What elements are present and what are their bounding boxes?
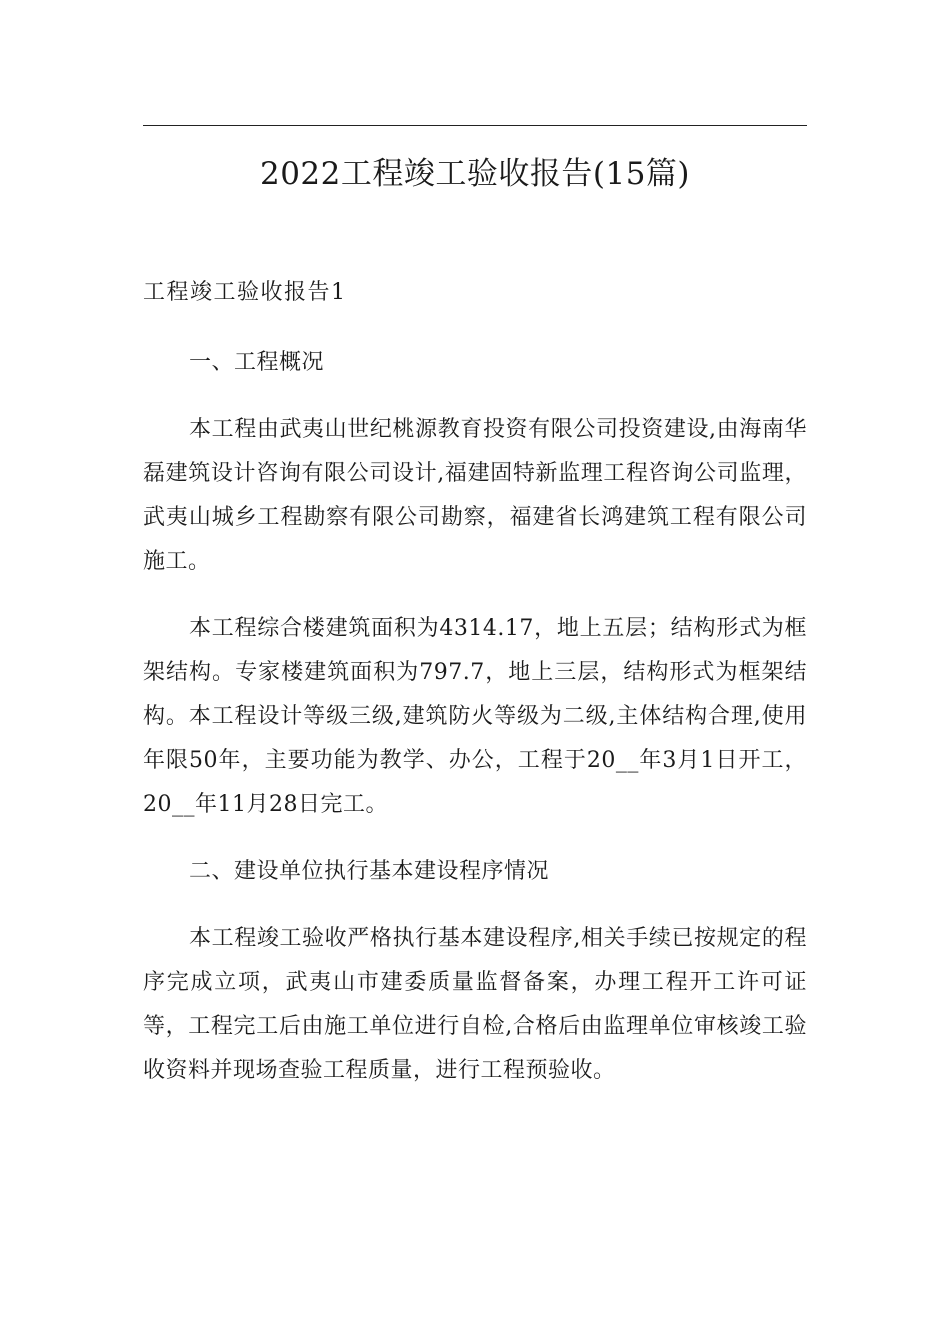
document-title: 2022工程竣工验收报告(15篇) <box>259 156 691 192</box>
section-heading: 工程竣工验收报告1 <box>143 280 347 305</box>
document-body <box>143 271 807 1093</box>
subheading-overview: 一、工程概况 <box>189 350 325 375</box>
top-rule <box>143 125 807 126</box>
paragraph-overview-parties: 本工程由武夷山世纪桃源教育投资有限公司投资建设,由海南华磊建筑设计咨询有限公司设计,福建固特新监理工程咨询公司监理，武夷山城乡工程勘察有限公司勘察，福建省长鸿建筑工程有限公司施工。 <box>143 417 807 574</box>
paragraph-overview-structure: 本工程综合楼建筑面积为4314.17，地上五层；结构形式为框架结构。专家楼建筑面积为797.7，地上三层，结构形式为框架结构。本工程设计等级三级,建筑防火等级为二级,主体结构合理,使用年限50年，主要功能为教学、办公，工程于20__年3月1日开工，20__年11月28日完工。 <box>143 616 807 817</box>
paragraph-procedures: 本工程竣工验收严格执行基本建设程序,相关手续已按规定的程序完成立项，武夷山市建委质量监督备案，办理工程开工许可证等，工程完工后由施工单位进行自检,合格后由监理单位审核竣工验收资料并现场查验工程质量，进行工程预验收。 <box>143 926 807 1083</box>
subheading-procedures: 二、建设单位执行基本建设程序情况 <box>189 859 550 884</box>
